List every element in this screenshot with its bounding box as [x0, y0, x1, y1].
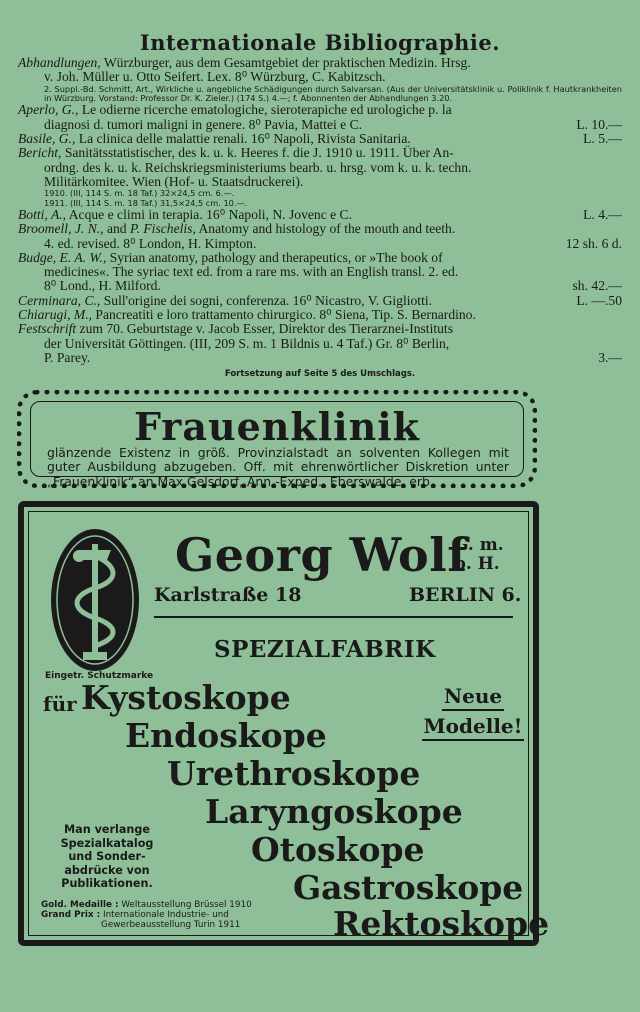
- entry-price: 3.—: [598, 349, 622, 365]
- entry-text: Sanitätsstatistischer, des k. u. k. Heeres f. die J. 1910 u. 1911. Über An-: [61, 145, 454, 161]
- catalog-request: [45, 823, 169, 891]
- frauenklinik-ad: [17, 390, 537, 488]
- catalog-request-line: Spezialkatalog: [60, 836, 154, 850]
- divider: [154, 616, 513, 618]
- entry-price: 12 sh. 6 d.: [565, 235, 622, 251]
- product-name: Kystoskope: [81, 678, 291, 717]
- entry-price: L. 10.—: [576, 116, 622, 132]
- entry-author: Bericht,: [18, 145, 62, 161]
- caduceus-logo-icon: [49, 526, 141, 674]
- company-legal-form: [454, 536, 504, 574]
- entry-author: Botti, A.,: [18, 207, 67, 222]
- award-text: Internationale Industrie- und: [100, 910, 229, 921]
- list-item: [18, 294, 622, 308]
- entry-text: 8⁰ Lond., H. Milford.: [44, 278, 161, 294]
- entry-text: Anatomy and histology of the mouth and teeth.: [195, 221, 456, 237]
- legal-form-line: G. m.: [454, 535, 504, 555]
- entry-text: zum 70. Geburtstage v. Jacob Esser, Direktor des Tierarznei-Instituts: [76, 321, 454, 337]
- ad-text: glänzende Existenz in größ. Provinzialstadt an solventen Kollegen mit guter Ausbildung abzugeben. Off. mit ehrenwörtlicher Diskretion unter „Frauenklinik“ an Max Gelsdorf, Ann.-Exped., Eberswalde, erb.: [47, 445, 509, 489]
- entry-author: P. Fischelis,: [130, 221, 196, 237]
- entry-text: der Universität Göttingen. (III, 209 S. m. 1 Bildnis u. 4 Taf.) Gr. 8⁰ Berlin,: [44, 335, 450, 351]
- entry-author: Basile, G.,: [18, 131, 76, 146]
- new-models-label: [409, 684, 537, 744]
- entry-text: P. Parey.: [44, 349, 91, 365]
- product-name: Endoskope: [125, 716, 327, 755]
- entry-note: 2. Suppl.-Bd. Schmitt, Art., Wirkliche u. angebliche Schädigungen durch Salvarsan. (Aus der Universitätsklinik u. Poliklinik f. Hautkrankheiten in Würzburg. Vorstand: Professor Dr. K. Zieler.) (174 S.) 4.—; f. Abonnenten der Abhandlungen 3.20.: [44, 83, 622, 103]
- list-item: [18, 146, 622, 208]
- ad-inner-frame: [28, 511, 550, 943]
- trademark-label: Eingetr. Schutzmarke: [45, 671, 154, 681]
- entry-price: L. 5.—: [583, 131, 622, 146]
- award-label: Grand Prix :: [41, 910, 101, 921]
- continuation-note: Fortsetzung auf Seite 5 des Umschlags.: [224, 369, 416, 379]
- entry-text: Würzburger, aus dem Gesamtgebiet der praktischen Medizin. Hrsg.: [100, 55, 471, 70]
- catalog-request-line: und Sonder-: [68, 850, 146, 863]
- entry-price: L. —.50: [576, 292, 622, 308]
- entry-text: 4. ed. revised. 8⁰ London, H. Kimpton.: [44, 235, 257, 251]
- new-models-line: Modelle!: [422, 714, 525, 741]
- entry-text: medicines«. The syriac text ed. from a rare ms. with an English transl. 2. ed.: [44, 264, 459, 280]
- product-name: Gastroskope: [293, 868, 524, 907]
- award-text: Gewerbeausstellung Turin 1911: [101, 920, 241, 931]
- entry-text: ordng. des k. u. k. Reichskriegsministeriums bearb. u. hrsg. vom k. u. k. techn.: [44, 159, 472, 175]
- entry-text: La clinica delle malattie renali. 16⁰ Napoli, Rivista Sanitaria.: [75, 131, 411, 146]
- list-item: [18, 308, 622, 322]
- ad-inner-frame: [30, 401, 524, 489]
- entry-author: Chiarugi, M.,: [18, 307, 93, 323]
- company-city: BERLIN 6.: [409, 584, 522, 606]
- catalog-request-line: Man verlange: [64, 823, 150, 836]
- entry-author: Aperlo, G.,: [18, 102, 79, 118]
- list-item: [18, 322, 622, 365]
- georg-wolf-ad: [18, 501, 550, 946]
- fuer-label: für: [43, 692, 77, 716]
- entry-author: Cerminara, C.,: [18, 292, 101, 308]
- company-address: Karlstraße 18: [154, 584, 302, 606]
- entry-note: 1910. (III, 114 S. m. 18 Taf.) 32×24,5 cm. 6.—.: [44, 188, 235, 199]
- entry-author: Broomell, J. N.,: [18, 221, 104, 237]
- product-name: Laryngoskope: [205, 792, 463, 831]
- product-name: Rektoskope: [333, 904, 550, 943]
- list-item: [18, 222, 622, 251]
- catalog-request-line: Publikationen.: [61, 877, 153, 890]
- entry-text: Pancreatiti e loro trattamento chirurgico. 8⁰ Siena, Tip. S. Bernardino.: [92, 307, 476, 323]
- list-item: [18, 56, 622, 103]
- catalog-request-line: abdrücke von: [64, 863, 150, 877]
- awards: [41, 900, 252, 931]
- bibliography-list: [18, 56, 622, 365]
- page-title: Internationale Bibliographie.: [139, 30, 501, 55]
- entry-price: L. 4.—: [583, 207, 622, 222]
- award-text: Weltausstellung Brüssel 1910: [118, 900, 252, 910]
- entry-text: Syrian anatomy, pathology and therapeutics, or »The book of: [106, 249, 443, 265]
- list-item: [18, 251, 622, 294]
- list-item: [18, 103, 622, 132]
- entry-author: Abhandlungen,: [18, 55, 101, 70]
- entry-text: and: [103, 221, 131, 237]
- entry-text: Acque e climi in terapia. 16⁰ Napoli, N. Jovenc e C.: [66, 207, 353, 222]
- spezialfabrik-heading: SPEZIALFABRIK: [214, 636, 436, 663]
- award-label: Gold. Medaille :: [41, 900, 119, 910]
- entry-note: 1911. (III, 114 S. m. 18 Taf.) 31,5×24,5 cm. 10.—.: [44, 197, 248, 208]
- entry-author: Festschrift: [18, 321, 77, 337]
- ad-title: Frauenklinik: [134, 404, 420, 449]
- company-name: Georg Wolf: [175, 528, 468, 582]
- product-name: Otoskope: [251, 830, 425, 869]
- new-models-line: Neue: [442, 684, 504, 711]
- entry-author: Budge, E. A. W.,: [18, 249, 107, 265]
- product-name: Urethroskope: [167, 754, 421, 793]
- list-item: [18, 208, 622, 222]
- entry-text: v. Joh. Müller u. Otto Seifert. Lex. 8⁰ Würzburg, C. Kabitzsch.: [44, 69, 386, 85]
- entry-text: diagnosi d. tumori maligni in genere. 8⁰ Pavia, Mattei e C.: [44, 116, 363, 132]
- entry-text: Sull'origine dei sogni, conferenza. 16⁰ Nicastro, V. Gigliotti.: [100, 292, 433, 308]
- entry-text: Militärkomitee. Wien (Hof- u. Staatsdruckerei).: [44, 173, 304, 189]
- entry-price: sh. 42.—: [572, 278, 622, 294]
- entry-text: Le odierne ricerche ematologiche, sieroterapiche ed urologiche p. la: [78, 102, 452, 118]
- legal-form-line: b. H.: [454, 554, 500, 574]
